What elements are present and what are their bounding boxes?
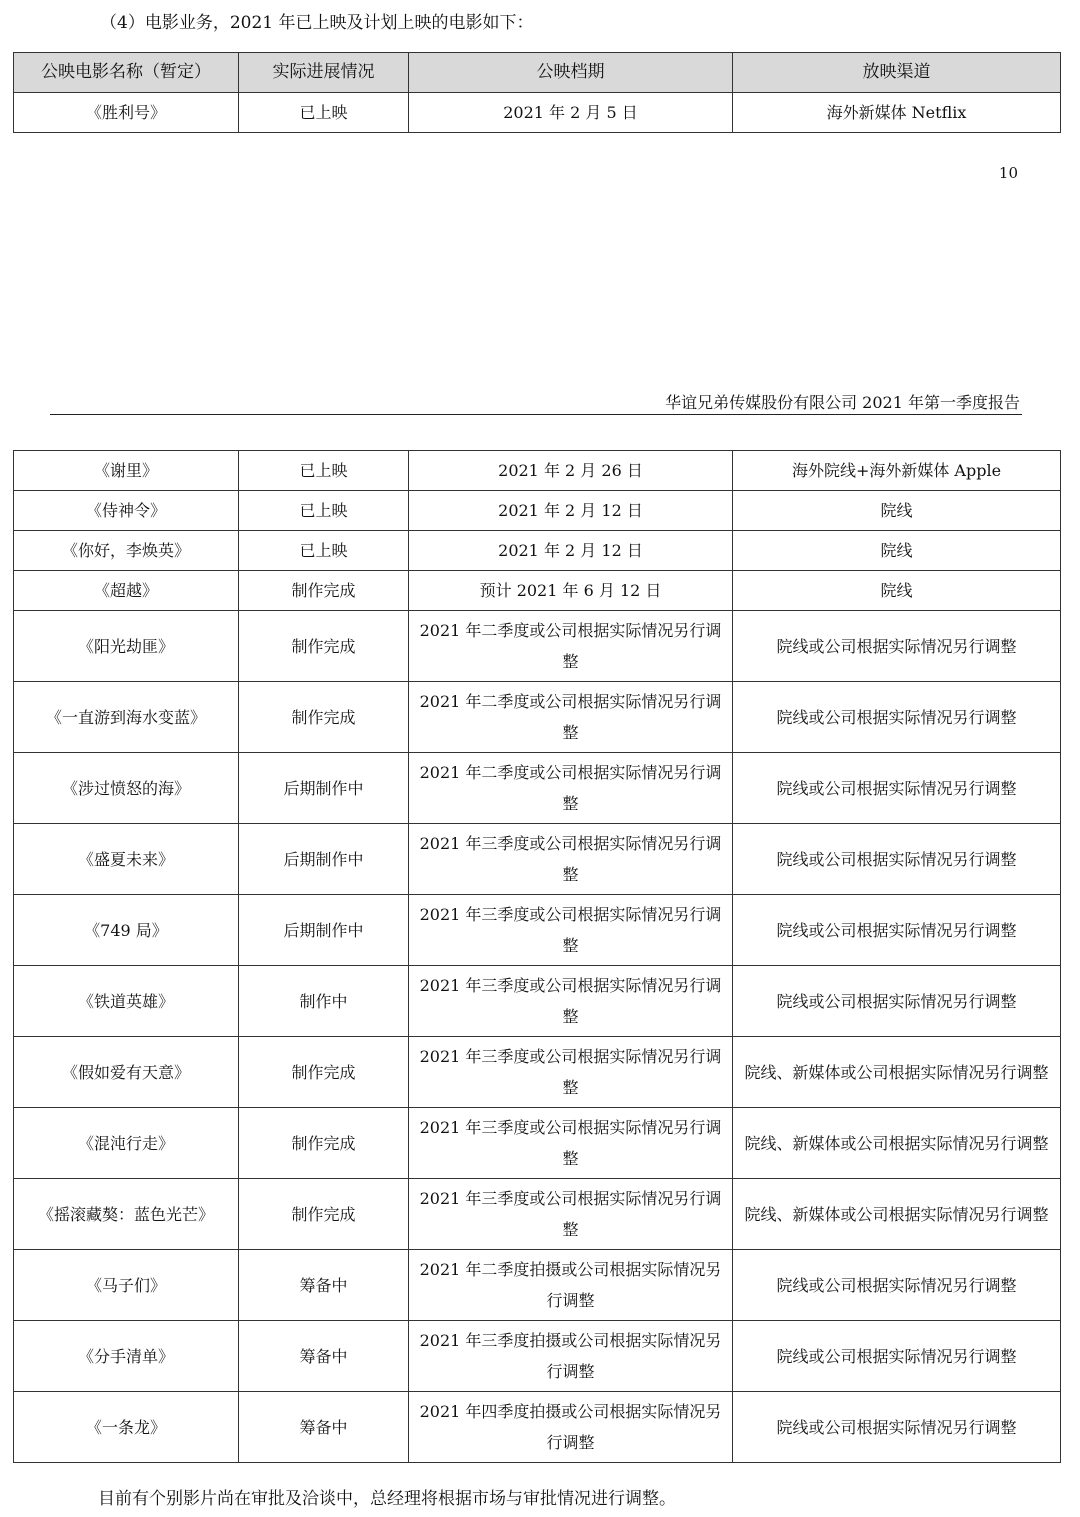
film-channel: 院线或公司根据实际情况另行调整 [733,966,1061,1037]
table-row [14,1179,1061,1250]
film-table-part2 [13,450,1061,1463]
film-progress: 已上映 [239,491,409,531]
table-row [14,682,1061,753]
film-name: 《涉过愤怒的海》 [14,753,239,824]
table-row [14,824,1061,895]
film-name: 《阳光劫匪》 [14,611,239,682]
film-channel: 院线 [733,531,1061,571]
header-release-date: 公映档期 [409,53,733,93]
film-channel: 院线或公司根据实际情况另行调整 [733,1392,1061,1463]
film-name: 《一条龙》 [14,1392,239,1463]
table-row [14,1108,1061,1179]
header-divider [50,414,1022,415]
header-film-name: 公映电影名称（暂定） [14,53,239,93]
film-channel: 院线或公司根据实际情况另行调整 [733,753,1061,824]
film-release-date: 2021 年三季度或公司根据实际情况另行调整 [409,824,733,895]
film-channel: 院线或公司根据实际情况另行调整 [733,611,1061,682]
film-progress: 制作完成 [239,1179,409,1250]
film-release-date: 2021 年三季度或公司根据实际情况另行调整 [409,1108,733,1179]
page-number: 10 [998,164,1018,182]
film-progress: 制作完成 [239,682,409,753]
film-release-date: 2021 年二季度拍摄或公司根据实际情况另行调整 [409,1250,733,1321]
intro-paragraph: （4）电影业务，2021 年已上映及计划上映的电影如下： [100,13,534,33]
film-progress: 筹备中 [239,1250,409,1321]
film-release-date: 2021 年三季度拍摄或公司根据实际情况另行调整 [409,1321,733,1392]
film-release-date: 2021 年二季度或公司根据实际情况另行调整 [409,753,733,824]
report-header: 华谊兄弟传媒股份有限公司 2021 年第一季度报告 [665,393,1020,412]
table-row [14,571,1061,611]
film-channel: 院线 [733,491,1061,531]
header-progress: 实际进展情况 [239,53,409,93]
film-channel: 院线或公司根据实际情况另行调整 [733,682,1061,753]
film-name: 《超越》 [14,571,239,611]
film-channel: 院线、新媒体或公司根据实际情况另行调整 [733,1108,1061,1179]
film-channel: 院线、新媒体或公司根据实际情况另行调整 [733,1179,1061,1250]
film-progress: 后期制作中 [239,895,409,966]
film-name: 《摇滚藏獒：蓝色光芒》 [14,1179,239,1250]
film-release-date: 2021 年二季度或公司根据实际情况另行调整 [409,682,733,753]
film-progress: 制作完成 [239,1108,409,1179]
film-name: 《马子们》 [14,1250,239,1321]
film-name: 《一直游到海水变蓝》 [14,682,239,753]
film-channel: 院线或公司根据实际情况另行调整 [733,824,1061,895]
table-row [14,491,1061,531]
table-header-row [14,53,1061,93]
film-release-date: 2021 年 2 月 12 日 [409,531,733,571]
film-release-date: 2021 年二季度或公司根据实际情况另行调整 [409,611,733,682]
film-name: 《混沌行走》 [14,1108,239,1179]
film-channel: 海外院线+海外新媒体 Apple [733,451,1061,491]
table-row [14,451,1061,491]
film-channel: 院线 [733,571,1061,611]
film-table-part1 [13,52,1061,133]
film-name: 《分手清单》 [14,1321,239,1392]
film-name: 《假如爱有天意》 [14,1037,239,1108]
table-row [14,895,1061,966]
film-progress: 筹备中 [239,1392,409,1463]
film-name: 《胜利号》 [14,93,239,133]
footer-note: 目前有个别影片尚在审批及洽谈中，总经理将根据市场与审批情况进行调整。 [98,1489,676,1509]
film-progress: 已上映 [239,451,409,491]
film-name: 《铁道英雄》 [14,966,239,1037]
table-row [14,753,1061,824]
film-progress: 后期制作中 [239,753,409,824]
film-progress: 已上映 [239,93,409,133]
film-name: 《你好，李焕英》 [14,531,239,571]
film-channel: 院线、新媒体或公司根据实际情况另行调整 [733,1037,1061,1108]
film-progress: 已上映 [239,531,409,571]
film-release-date: 2021 年 2 月 12 日 [409,491,733,531]
table-row [14,1392,1061,1463]
table-row [14,1250,1061,1321]
film-progress: 制作中 [239,966,409,1037]
film-channel: 院线或公司根据实际情况另行调整 [733,895,1061,966]
film-release-date: 2021 年三季度或公司根据实际情况另行调整 [409,966,733,1037]
table-row [14,611,1061,682]
film-progress: 制作完成 [239,1037,409,1108]
film-name: 《谢里》 [14,451,239,491]
film-name: 《749 局》 [14,895,239,966]
film-progress: 制作完成 [239,571,409,611]
film-channel: 海外新媒体 Netflix [733,93,1061,133]
film-release-date: 2021 年三季度或公司根据实际情况另行调整 [409,1037,733,1108]
table-row [14,966,1061,1037]
film-release-date: 2021 年 2 月 26 日 [409,451,733,491]
table-row [14,93,1061,133]
film-release-date: 2021 年四季度拍摄或公司根据实际情况另行调整 [409,1392,733,1463]
header-channel: 放映渠道 [733,53,1061,93]
film-release-date: 2021 年三季度或公司根据实际情况另行调整 [409,895,733,966]
film-progress: 筹备中 [239,1321,409,1392]
film-release-date: 预计 2021 年 6 月 12 日 [409,571,733,611]
film-release-date: 2021 年 2 月 5 日 [409,93,733,133]
film-progress: 制作完成 [239,611,409,682]
table-row [14,1037,1061,1108]
film-name: 《侍神令》 [14,491,239,531]
film-channel: 院线或公司根据实际情况另行调整 [733,1250,1061,1321]
table-row [14,531,1061,571]
table-row [14,1321,1061,1392]
film-channel: 院线或公司根据实际情况另行调整 [733,1321,1061,1392]
film-progress: 后期制作中 [239,824,409,895]
film-release-date: 2021 年三季度或公司根据实际情况另行调整 [409,1179,733,1250]
film-name: 《盛夏未来》 [14,824,239,895]
